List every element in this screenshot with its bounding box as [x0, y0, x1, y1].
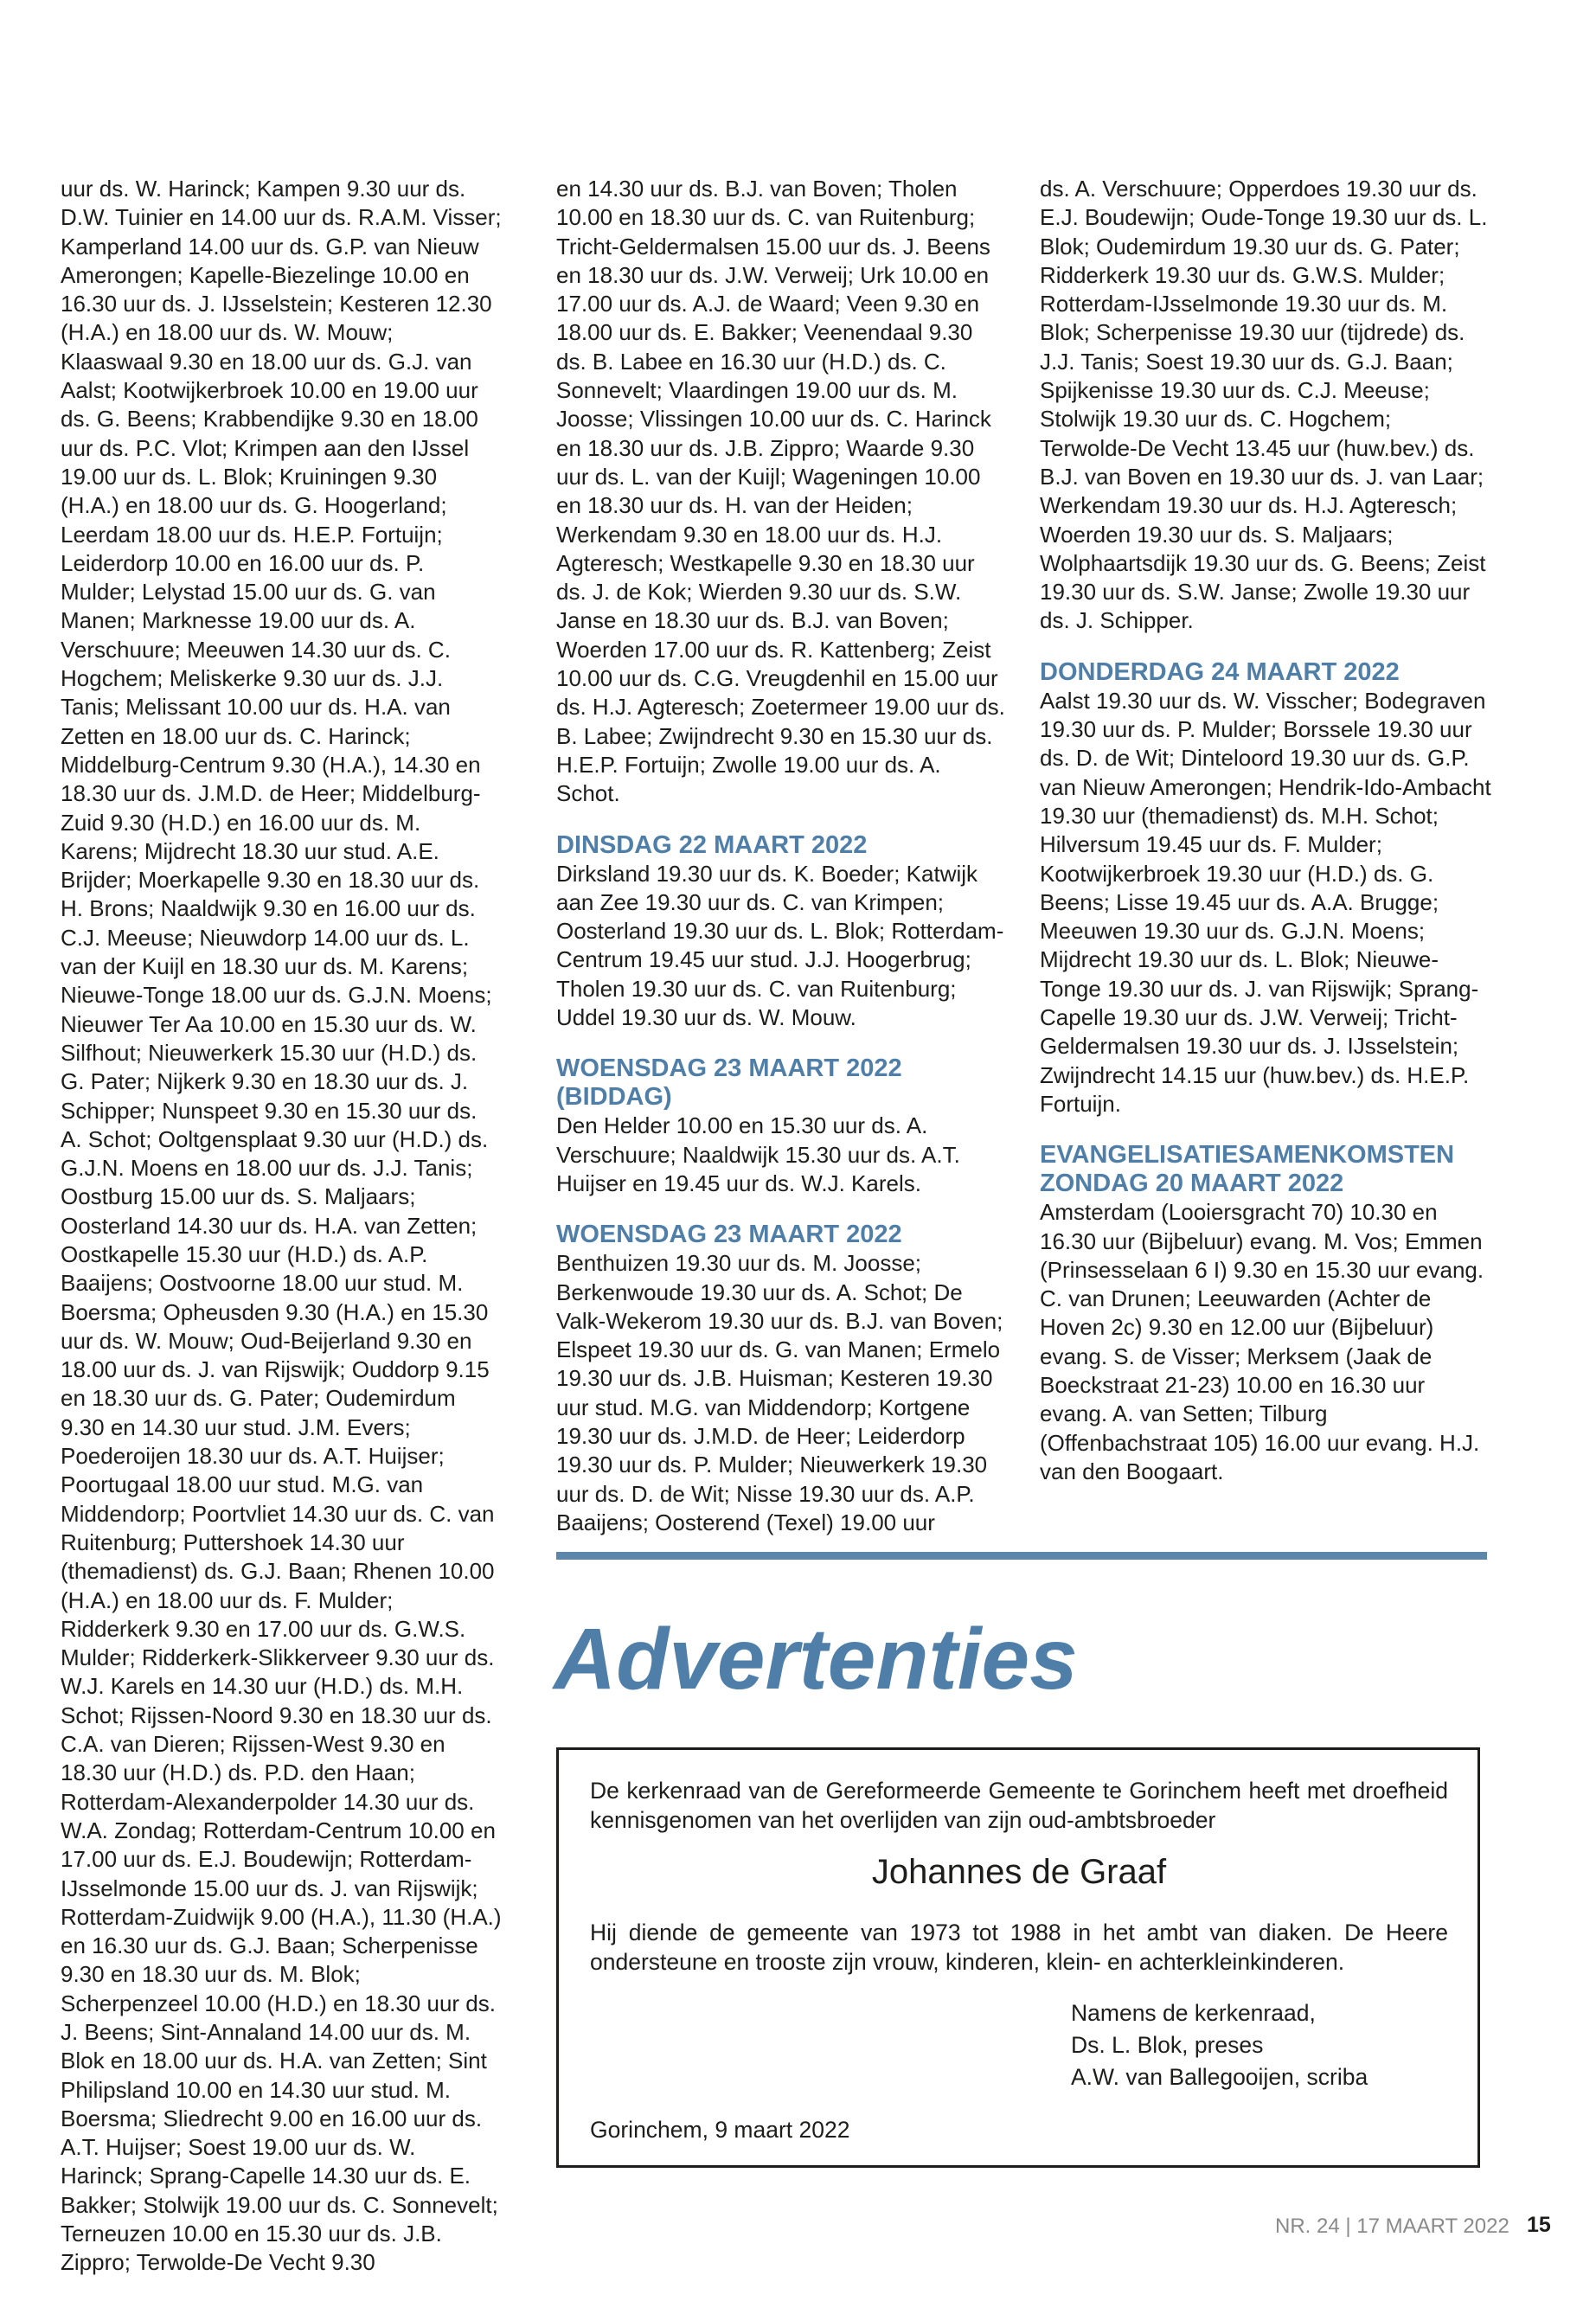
death-notice-advertisement [556, 1747, 1480, 2168]
services-text: uur ds. W. Harinck; Kampen 9.30 uur ds. D.W. Tuinier en 14.00 uur ds. R.A.M. Visser; Kamperland 14.00 uur ds. G.P. van Nieuw Amerongen; Kapelle-Biezelinge 10.00 en 16.30 uur ds. J. IJsselstein; Kesteren 12.30 (H.A.) en 18.00 uur ds. W. Mouw; Klaaswaal 9.30 en 18.00 uur ds. G.J. van Aalst; Kootwijkerbroek 10.00 en 19.00 uur ds. G. Beens; Krabbendijke 9.30 en 18.00 uur ds. P.C. Vlot; Krimpen aan den IJssel 19.00 uur ds. L. Blok; Kruiningen 9.30 (H.A.) en 18.00 uur ds. G. Hoogerland; Leerdam 18.00 uur ds. H.E.P. Fortuijn; Leiderdorp 10.00 en 16.00 uur ds. P. Mulder; Lelystad 15.00 uur ds. G. van Manen; Marknesse 19.00 uur ds. A. Verschuure; Meeuwen 14.30 uur ds. C. Hogchem; Meliskerke 9.30 uur ds. J.J. Tanis; Melissant 10.00 uur ds. H.A. van Zetten en 18.00 uur ds. C. Harinck; Middelburg-Centrum 9.30 (H.A.), 14.30 en 18.30 uur ds. J.M.D. de Heer; Middelburg-Zuid 9.30 (H.D.) en 16.00 uur ds. M. Karens; Mijdrecht 18.30 uur stud. A.E. Brijder; Moerkapelle 9.30 en 18.30 uur ds. H. Brons; Naaldwijk 9.30 en 16.00 uur ds. C.J. Meeuse; Nieuwdorp 14.00 uur ds. L. van der Kuijl en 18.30 uur ds. M. Karens; Nieuwe-Tonge 18.00 uur ds. G.J.N. Moens; Nieuwer Ter Aa 10.00 en 15.30 uur ds. W. Silfhout; Nieuwerkerk 15.30 uur (H.D.) ds. G. Pater; Nijkerk 9.30 en 18.30 uur ds. J. Schipper; Nunspeet 9.30 en 15.30 uur ds. A. Schot; Ooltgensplaat 9.30 uur (H.D.) ds. G.J.N. Moens en 18.00 uur ds. J.J. Tanis; Oostburg 15.00 uur ds. S. Maljaars; Oosterland 14.30 uur ds. H.A. van Zetten; Oostkapelle 15.30 uur (H.D.) ds. A.P. Baaijens; Oostvoorne 18.00 uur stud. M. Boersma; Opheusden 9.30 (H.A.) en 15.30 uur ds. W. Mouw; Oud-Beijerland 9.30 en 18.00 uur ds. J. van Rijswijk; Ouddorp 9.15 en 18.30 uur ds. G. Pater; Oudemirdum 9.30 en 14.30 uur stud. J.M. Evers; Poederoijen 18.30 uur ds. A.T. Huijser; Poortugaal 18.00 uur stud. M.G. van Middendorp; Poortvliet 14.30 uur ds. C. van Ruitenburg; Puttershoek 14.30 uur (themadienst) ds. G.J. Baan; Rhenen 10.00 (H.A.) en 18.00 uur ds. F. Mulder; Ridderkerk 9.30 en 17.00 uur ds. G.W.S. Mulder; Ridderkerk-Slikkerveer 9.30 uur ds. W.J. Karels en 14.30 uur (H.D.) ds. M.H. Schot; Rijssen-Noord 9.30 en 18.30 uur ds. C.A. van Dieren; Rijssen-West 9.30 en 18.30 uur (H.D.) ds. P.D. den Haan; Rotterdam-Alexanderpolder 14.30 uur ds. W.A. Zondag; Rotterdam-Centrum 10.00 en 17.00 uur ds. E.J. Boudewijn; Rotterdam-IJsselmonde 15.00 uur ds. J. van Rijswijk; Rotterdam-Zuidwijk 9.00 (H.A.), 11.30 (H.A.) en 16.30 uur ds. G.J. Baan; Scherpenisse 9.30 en 18.30 uur ds. M. Blok; Scherpenzeel 10.00 (H.D.) en 18.30 uur ds. J. Beens; Sint-Annaland 14.00 uur ds. M. Blok en 18.00 uur ds. H.A. van Zetten; Sint Philipsland 10.00 en 14.30 uur stud. M. Boersma; Sliedrecht 9.00 en 16.00 uur ds. A.T. Huijser; Soest 19.00 uur ds. W. Harinck; Sprang-Capelle 14.30 uur ds. E. Bakker; Stolwijk 19.00 uur ds. C. Sonnevelt; Terneuzen 10.00 en 15.30 uur ds. J.B. Zippro; Terwolde-De Vecht 9.30 [61, 176, 502, 2276]
section-heading: WOENSDAG 23 MAART 2022 [556, 1221, 902, 1249]
section-heading: WOENSDAG 23 MAART 2022 (BIDDAG) [556, 1054, 902, 1112]
services-text: en 14.30 uur ds. B.J. van Boven; Tholen 10.00 en 18.30 uur ds. C. van Ruitenburg; Tricht-Geldermalsen 15.00 uur ds. J. Beens en 18.30 uur ds. J.W. Verweij; Urk 10.00 en 17.00 uur ds. A.J. de Waard; Veen 9.30 en 18.00 uur ds. E. Bakker; Veenendaal 9.30 ds. B. Labee en 16.30 uur (H.D.) ds. C. Sonnevelt; Vlaardingen 19.00 uur ds. M. Joosse; Vlissingen 10.00 uur ds. C. Harinck en 18.30 uur ds. J.B. Zippro; Waarde 9.30 uur ds. L. van der Kuijl; Wageningen 10.00 en 18.30 uur ds. H. van der Heiden; Werkendam 9.30 en 18.00 uur ds. H.J. Agteresch; Westkapelle 9.30 en 18.30 uur ds. J. de Kok; Wierden 9.30 uur ds. S.W. Janse en 18.30 uur ds. B.J. van Boven; Woerden 17.00 uur ds. R. Kattenberg; Zeist 10.00 uur ds. C.G. Vreugdenhil en 15.00 uur ds. H.J. Agteresch; Zoetermeer 19.00 uur ds. B. Labee; Zwijndrecht 9.30 en 15.30 uur ds. H.E.P. Fortuijn; Zwolle 19.00 uur ds. A. Schot. [556, 176, 1005, 807]
church-services-column-2 [556, 175, 1006, 1537]
notice-signature [1071, 1997, 1448, 2093]
section-divider [556, 1552, 1487, 1560]
ads-title: Advertenties [554, 1611, 1078, 1708]
section-text: Amsterdam (Looiersgracht 70) 10.30 en 16.30 uur (Bijbeluur) evang. M. Vos; Emmen (Prinsesselaan 6 I) 9.30 en 15.30 uur evang. C. van Drunen; Leeuwarden (Achter de Hoven 2c) 9.30 en 12.00 uur (Bijbeluur) evang. S. de Visser; Merksem (Jaak de Boeckstraat 21-23) 10.00 en 16.30 uur evang. A. van Setten; Tilburg (Offenbachstraat 105) 16.00 uur evang. H.J. van den Boogaart. [1040, 1199, 1484, 1484]
services-text: ds. A. Verschuure; Opperdoes 19.30 uur ds. E.J. Boudewijn; Oude-Tonge 19.30 uur ds. L. Blok; Oudemirdum 19.30 uur ds. G. Pater; Ridderkerk 19.30 uur ds. G.W.S. Mulder; Rotterdam-IJsselmonde 19.30 uur ds. M. Blok; Scherpenisse 19.30 uur (tijdrede) ds. J.J. Tanis; Soest 19.30 uur ds. G.J. Baan; Spijkenisse 19.30 uur ds. C.J. Meeuse; Stolwijk 19.30 uur ds. C. Hogchem; Terwolde-De Vecht 13.45 uur (huw.bev.) ds. B.J. van Boven en 19.30 uur ds. J. van Laar; Werkendam 19.30 uur ds. H.J. Agteresch; Woerden 19.30 uur ds. S. Maljaars; Wolphaartsdijk 19.30 uur ds. G. Beens; Zeist 19.30 uur ds. S.W. Janse; Zwolle 19.30 uur ds. J. Schipper. [1040, 176, 1488, 634]
section-woensdag-biddag [556, 1054, 1006, 1198]
church-services-column-1 [61, 175, 502, 2278]
section-heading: DONDERDAG 24 MAART 2022 [1040, 657, 1400, 686]
section-woensdag-23-maart [556, 1221, 1006, 1537]
signature-line: A.W. van Ballegooijen, scriba [1071, 2064, 1368, 2090]
section-text: Den Helder 10.00 en 15.30 uur ds. A. Verschuure; Naaldwijk 15.30 uur ds. A.T. Huijser en 19.45 uur ds. W.J. Karels. [556, 1112, 960, 1196]
notice-deceased-name: Johannes de Graaf [871, 1853, 1167, 1891]
section-text: Aalst 19.30 uur ds. W. Visscher; Bodegraven 19.30 uur ds. P. Mulder; Borssele 19.30 uur ds. D. de Wit; Dinteloord 19.30 uur ds. G.P. van Nieuw Amerongen; Hendrik-Ido-Ambacht 19.30 uur (themadienst) ds. M.H. Schot; Hilversum 19.45 uur ds. F. Mulder; Kootwijkerbroek 19.30 uur (H.D.) ds. G. Beens; Lisse 19.45 uur ds. A.A. Brugge; Meeuwen 19.30 uur ds. G.J.N. Moens; Mijdrecht 19.30 uur ds. L. Blok; Nieuwe-Tonge 19.30 uur ds. J. van Rijswijk; Sprang-Capelle 19.30 uur ds. J.W. Verweij; Tricht-Geldermalsen 19.30 uur ds. J. IJsselstein; Zwijndrecht 14.15 uur (huw.bev.) ds. H.E.P. Fortuijn. [1040, 687, 1491, 1117]
signature-line: Namens de kerkenraad, [1071, 2000, 1316, 2026]
section-text: Benthuizen 19.30 uur ds. M. Joosse; Berkenwoude 19.30 uur ds. A. Schot; De Valk-Wekerom 19.30 uur ds. B.J. van Boven; Elspeet 19.30 uur ds. G. van Manen; Ermelo 19.30 uur ds. J.B. Huisman; Kesteren 19.30 uur stud. M.G. van Middendorp; Kortgene 19.30 uur ds. J.M.D. de Heer; Leiderdorp 19.30 uur ds. P. Mulder; Nieuwerkerk 19.30 uur ds. D. de Wit; Nisse 19.30 uur ds. A.P. Baaijens; Oosterend (Texel) 19.00 uur [556, 1250, 1003, 1535]
section-donderdag-24-maart [1040, 658, 1494, 1118]
section-heading: EVANGELISATIESAMENKOMSTEN ZONDAG 20 MAART 2022 [1040, 1141, 1455, 1198]
notice-body: Hij diende de gemeente van 1973 tot 1988 in het ambt van diaken. De Heere ondersteune en trooste zijn vrouw, kinderen, klein- en achterkleinkinderen. [590, 1920, 1448, 1975]
church-services-column-3 [1040, 175, 1494, 1486]
issue-info: NR. 24 | 17 MAART 2022 [1275, 2214, 1509, 2238]
section-heading: DINSDAG 22 MAART 2022 [556, 830, 868, 859]
section-text: Dirksland 19.30 uur ds. K. Boeder; Katwijk aan Zee 19.30 uur ds. C. van Krimpen; Oosterland 19.30 uur ds. L. Blok; Rotterdam-Centrum 19.45 uur stud. J.J. Hoogerbrug; Tholen 19.30 uur ds. C. van Ruitenburg; Uddel 19.30 uur ds. W. Mouw. [556, 860, 1004, 1031]
section-dinsdag-22-maart [556, 831, 1006, 1033]
page-number: 15 [1527, 2213, 1551, 2237]
signature-line: Ds. L. Blok, preses [1071, 2032, 1264, 2058]
notice-intro: De kerkenraad van de Gereformeerde Gemeente te Gorinchem heeft met droefheid kennisgenomen van het overlijden van zijn oud-ambtsbroeder [590, 1778, 1448, 1833]
notice-date: Gorinchem, 9 maart 2022 [590, 2117, 850, 2143]
section-evangelisatiesamenkomsten [1040, 1141, 1494, 1486]
